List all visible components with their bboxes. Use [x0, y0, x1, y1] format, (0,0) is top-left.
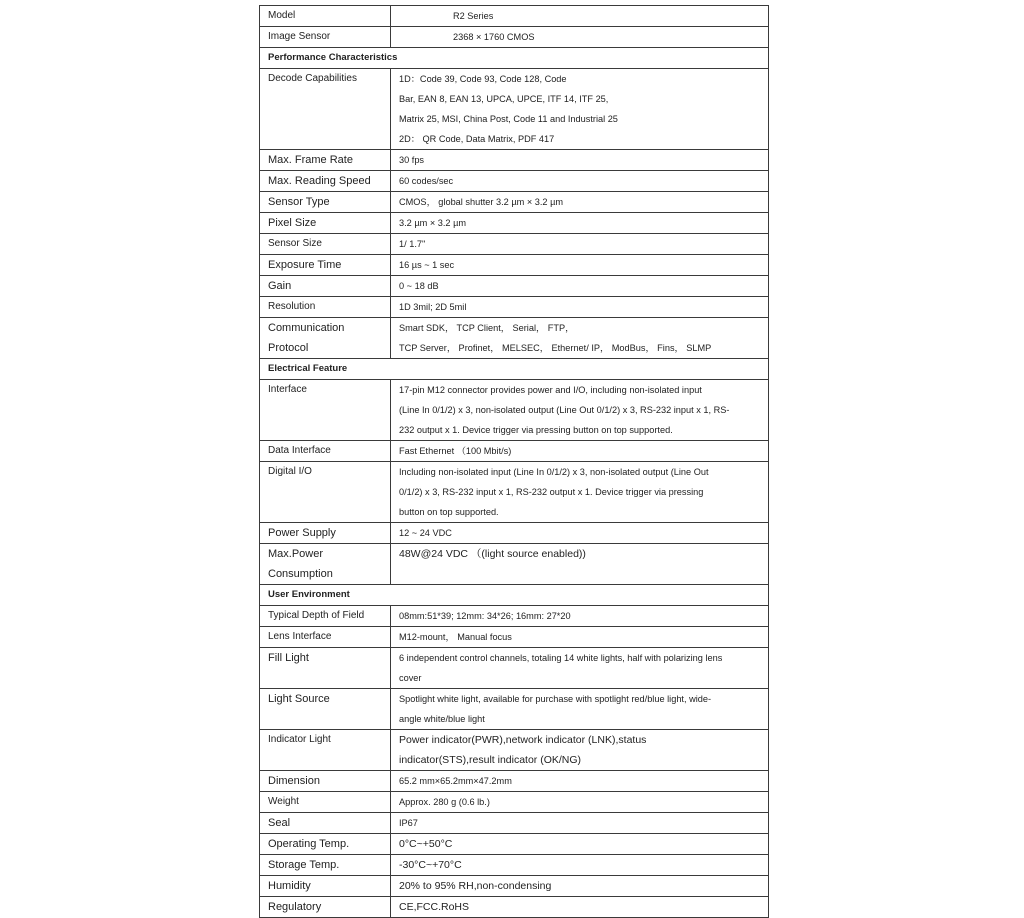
- spec-label-line: Protocol: [268, 342, 309, 354]
- table-row: [260, 876, 769, 897]
- spec-label: Decode Capabilities: [260, 69, 391, 150]
- spec-value-line: 232 output x 1. Device trigger via pressing button on top supported.: [399, 425, 673, 435]
- section-heading: User Environment: [260, 585, 769, 606]
- table-row: [260, 689, 769, 730]
- section-row: [260, 359, 769, 380]
- spec-label: Fill Light: [260, 648, 391, 689]
- spec-value: [391, 69, 769, 150]
- spec-label: Seal: [260, 813, 391, 834]
- spec-value-line: 2D： QR Code, Data Matrix, PDF 417: [399, 134, 555, 144]
- spec-value: [391, 648, 769, 689]
- spec-label: Exposure Time: [260, 255, 391, 276]
- spec-label: Digital I/O: [260, 462, 391, 523]
- table-row: [260, 855, 769, 876]
- spec-value: 20% to 95% RH,non-condensing: [391, 876, 769, 897]
- spec-value-line: Spotlight white light, available for purchase with spotlight red/blue light, wide-: [399, 694, 712, 704]
- spec-value: 48W@24 VDC （(light source enabled)): [391, 544, 769, 585]
- table-row: [260, 627, 769, 648]
- spec-label: Gain: [260, 276, 391, 297]
- table-row: [260, 834, 769, 855]
- spec-label: Sensor Size: [260, 234, 391, 255]
- spec-label: Pixel Size: [260, 213, 391, 234]
- spec-label: Typical Depth of Field: [260, 606, 391, 627]
- table-row: [260, 234, 769, 255]
- spec-value-line: Including non-isolated input (Line In 0/1/2) x 3, non-isolated output (Line Out: [399, 467, 709, 477]
- spec-value: IP67: [391, 813, 769, 834]
- spec-value: 60 codes/sec: [391, 171, 769, 192]
- table-row: [260, 171, 769, 192]
- section-row: [260, 585, 769, 606]
- spec-value-line: cover: [399, 673, 422, 683]
- spec-value-line: Power indicator(PWR),network indicator (LNK),status: [399, 734, 647, 746]
- table-row: [260, 380, 769, 441]
- spec-label: Data Interface: [260, 441, 391, 462]
- spec-value: 1D 3mil; 2D 5mil: [391, 297, 769, 318]
- spec-value-line: Matrix 25, MSI, China Post, Code 11 and Industrial 25: [399, 114, 618, 124]
- spec-value: 3.2 µm × 3.2 µm: [391, 213, 769, 234]
- spec-value-line: (Line In 0/1/2) x 3, non-isolated output (Line Out 0/1/2) x 3, RS-232 input x 1, RS-: [399, 405, 730, 415]
- spec-label: Resolution: [260, 297, 391, 318]
- table-row: [260, 792, 769, 813]
- spec-value: CMOS， global shutter 3.2 µm × 3.2 µm: [391, 192, 769, 213]
- spec-value: 30 fps: [391, 150, 769, 171]
- table-row: [260, 523, 769, 544]
- spec-value: [391, 462, 769, 523]
- spec-label: [260, 544, 391, 585]
- table-row: [260, 69, 769, 150]
- table-row: [260, 544, 769, 585]
- table-row: [260, 730, 769, 771]
- spec-label: Image Sensor: [260, 27, 391, 48]
- table-row: [260, 6, 769, 27]
- spec-label: Humidity: [260, 876, 391, 897]
- table-row: [260, 462, 769, 523]
- spec-label: Light Source: [260, 689, 391, 730]
- spec-value-line: 1D：Code 39, Code 93, Code 128, Code: [399, 74, 567, 84]
- spec-value: 12 ~ 24 VDC: [391, 523, 769, 544]
- spec-label: Regulatory: [260, 897, 391, 918]
- spec-label: Model: [260, 6, 391, 27]
- spec-value-line: 6 independent control channels, totaling 14 white lights, half with polarizing lens: [399, 653, 723, 663]
- spec-label-line: Max.Power: [268, 548, 324, 560]
- spec-value-line: Bar, EAN 8, EAN 13, UPCA, UPCE, ITF 14, ITF 25,: [399, 94, 609, 104]
- table-row: [260, 297, 769, 318]
- spec-value-line: Smart SDK， TCP Client， Serial， FTP，: [399, 323, 575, 333]
- spec-value: -30°C~+70°C: [391, 855, 769, 876]
- spec-label: Dimension: [260, 771, 391, 792]
- table-row: [260, 441, 769, 462]
- spec-label: Storage Temp.: [260, 855, 391, 876]
- spec-value-line: 0/1/2) x 3, RS-232 input x 1, RS-232 output x 1. Device trigger via pressing: [399, 487, 704, 497]
- spec-label: [260, 318, 391, 359]
- spec-value: CE,FCC.RoHS: [391, 897, 769, 918]
- spec-value: 0°C~+50°C: [391, 834, 769, 855]
- table-row: [260, 213, 769, 234]
- spec-value: [391, 689, 769, 730]
- spec-value: R2 Series: [391, 6, 769, 27]
- spec-label: Sensor Type: [260, 192, 391, 213]
- spec-value-line: TCP Server， Profinet， MELSEC， Ethernet/ IP， ModBus， Fins， SLMP: [399, 343, 712, 353]
- spec-label: Weight: [260, 792, 391, 813]
- spec-label: Indicator Light: [260, 730, 391, 771]
- spec-label: Max. Frame Rate: [260, 150, 391, 171]
- table-row: [260, 255, 769, 276]
- spec-label-line: Consumption: [268, 568, 333, 580]
- table-row: [260, 771, 769, 792]
- spec-value: 65.2 mm×65.2mm×47.2mm: [391, 771, 769, 792]
- table-row: [260, 318, 769, 359]
- table-row: [260, 606, 769, 627]
- spec-value-line: 17-pin M12 connector provides power and I/O, including non-isolated input: [399, 385, 702, 395]
- spec-label-line: Communication: [268, 322, 345, 334]
- spec-value: 2368 × 1760 CMOS: [391, 27, 769, 48]
- spec-value-line: indicator(STS),result indicator (OK/NG): [399, 754, 582, 766]
- spec-label: Interface: [260, 380, 391, 441]
- table-row: [260, 648, 769, 689]
- spec-value-line: button on top supported.: [399, 507, 499, 517]
- table-row: [260, 150, 769, 171]
- spec-value: [391, 380, 769, 441]
- table-row: [260, 276, 769, 297]
- table-row: [260, 192, 769, 213]
- spec-value: 0 ~ 18 dB: [391, 276, 769, 297]
- spec-value: [391, 318, 769, 359]
- spec-label: Max. Reading Speed: [260, 171, 391, 192]
- spec-value: Approx. 280 g (0.6 lb.): [391, 792, 769, 813]
- table-row: [260, 27, 769, 48]
- section-heading: Electrical Feature: [260, 359, 769, 380]
- spec-table: [259, 5, 769, 918]
- spec-label: Operating Temp.: [260, 834, 391, 855]
- spec-value: 16 µs ~ 1 sec: [391, 255, 769, 276]
- spec-value: Fast Ethernet （100 Mbit/s): [391, 441, 769, 462]
- spec-value: M12-mount， Manual focus: [391, 627, 769, 648]
- table-row: [260, 897, 769, 918]
- spec-value: 1/ 1.7": [391, 234, 769, 255]
- spec-value-line: angle white/blue light: [399, 714, 485, 724]
- spec-value: [391, 730, 769, 771]
- spec-value: 08mm:51*39; 12mm: 34*26; 16mm: 27*20: [391, 606, 769, 627]
- section-row: [260, 48, 769, 69]
- section-heading: Performance Characteristics: [260, 48, 769, 69]
- table-row: [260, 813, 769, 834]
- spec-label: Power Supply: [260, 523, 391, 544]
- spec-label: Lens Interface: [260, 627, 391, 648]
